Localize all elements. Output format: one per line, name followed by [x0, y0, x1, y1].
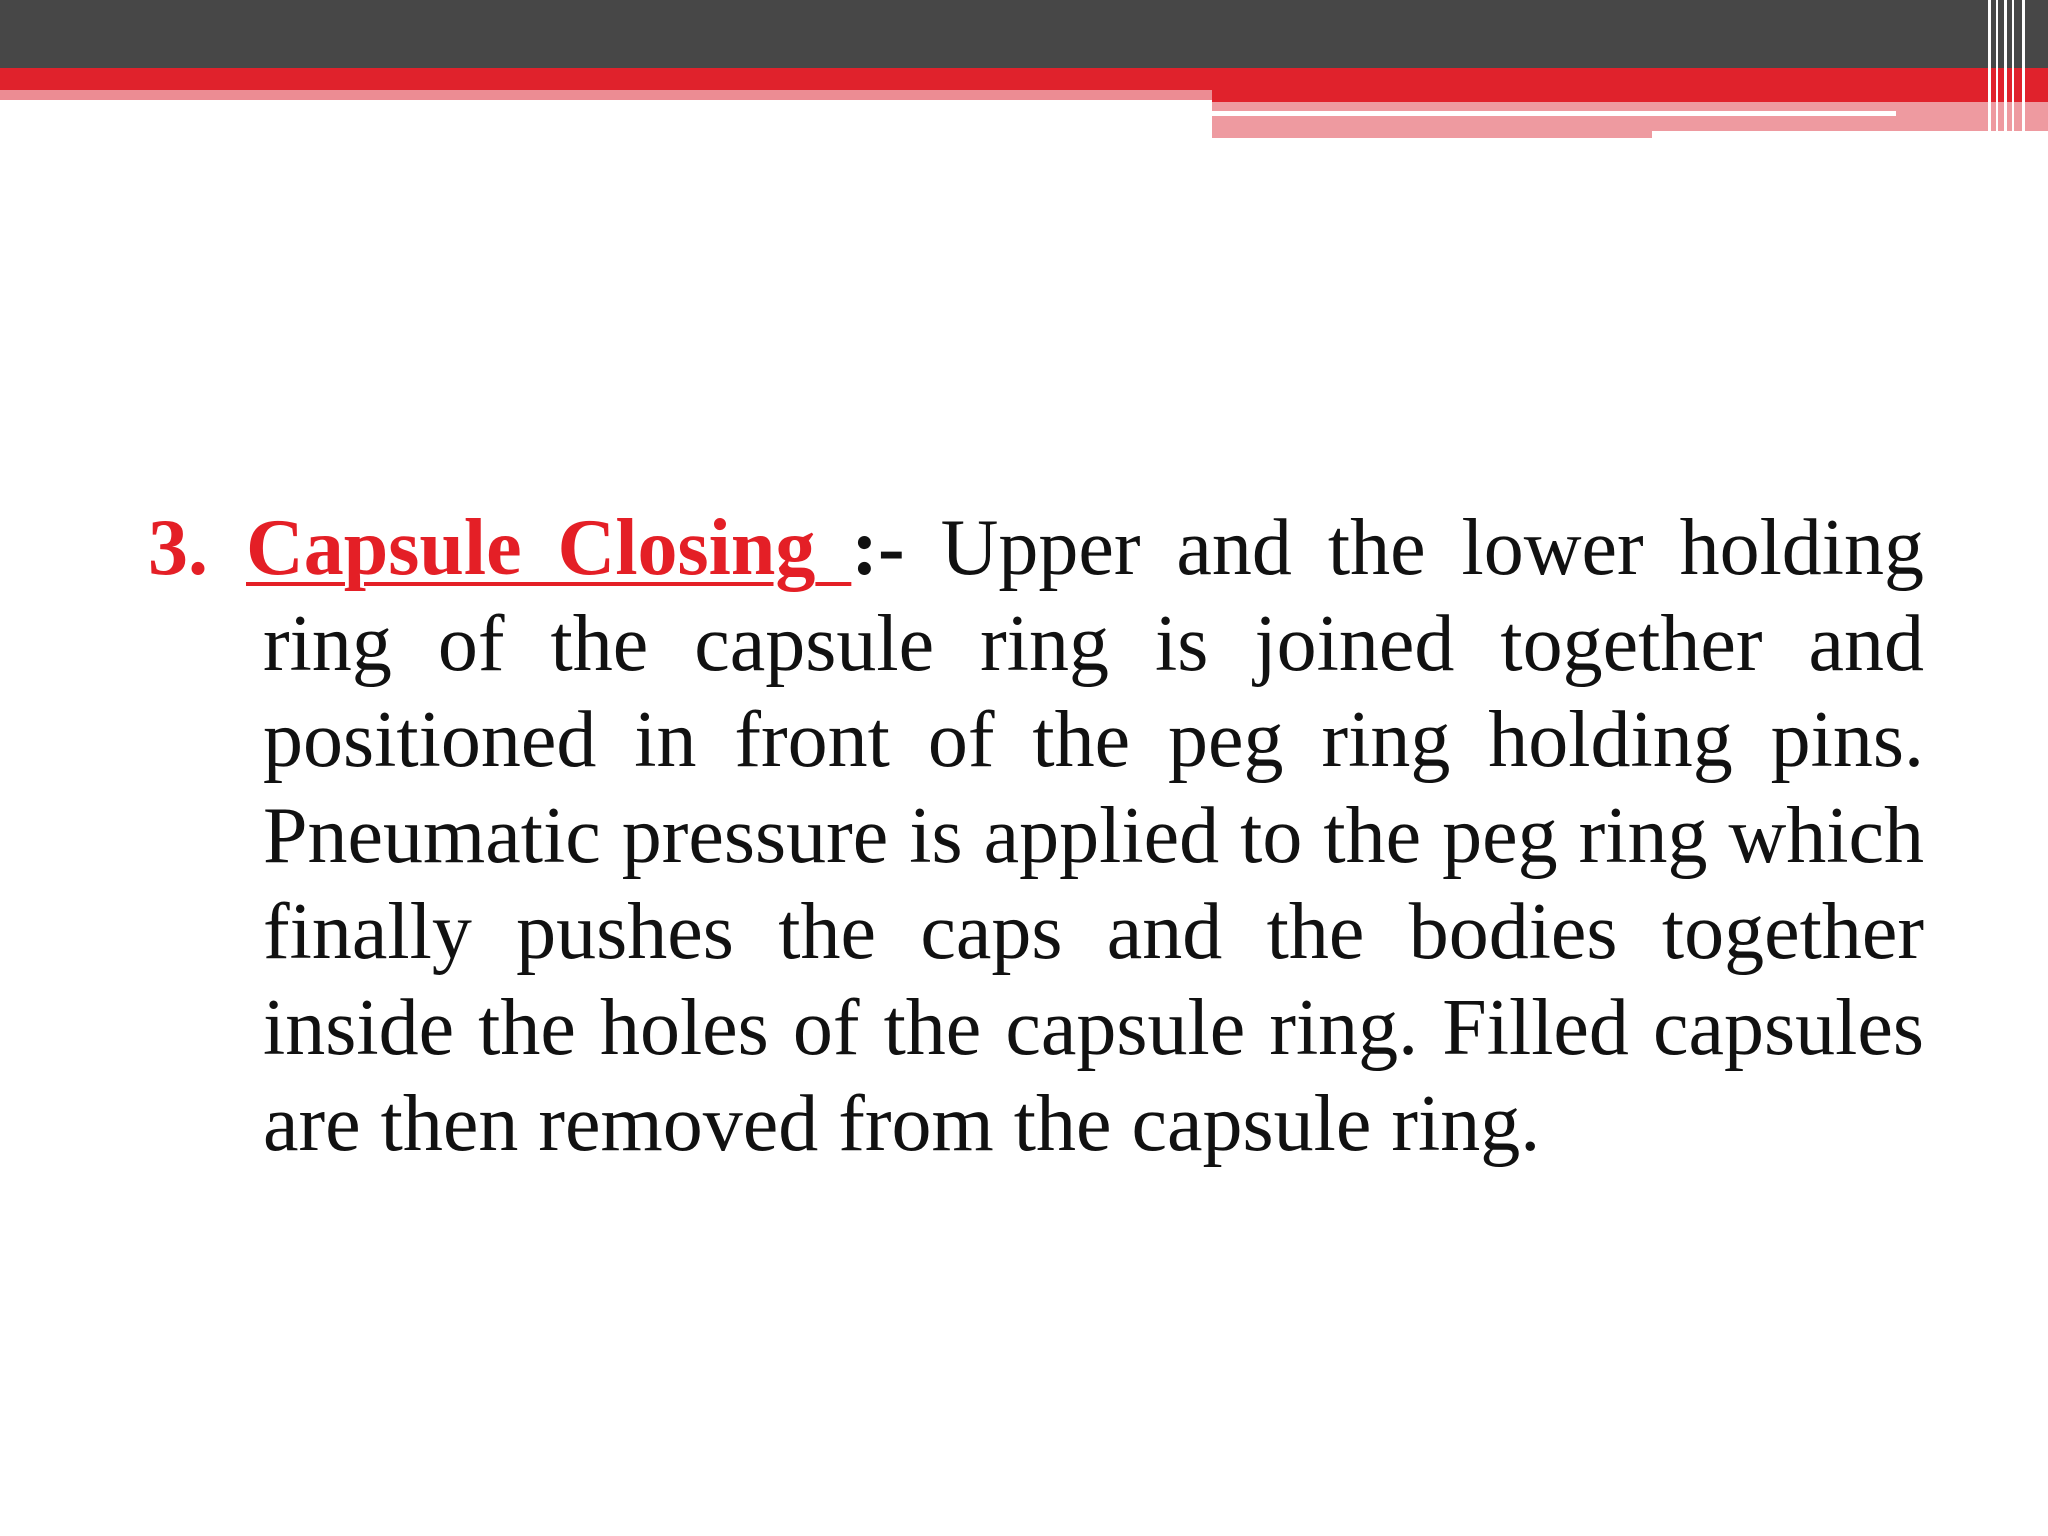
- header-step-line: [1212, 111, 1896, 116]
- header-vertical-line: [1996, 0, 1998, 138]
- header-vertical-line: [2012, 0, 2014, 138]
- item-number: 3.: [148, 504, 208, 592]
- header-red-bar: [0, 68, 2048, 90]
- header-step-red: [1212, 90, 2048, 102]
- section-heading: Capsule Closing: [246, 504, 816, 592]
- header-vertical-line: [2022, 0, 2025, 138]
- slide-content: [148, 500, 1924, 1172]
- header-dark-bar: [0, 0, 2048, 68]
- header-vertical-line: [2004, 0, 2007, 138]
- header-vertical-line: [1988, 0, 1991, 138]
- paragraph-body: Upper and the lower holding ring of the capsule ring is joined together and positioned in front of the peg ring holding pins. Pneumatic pressure is applied to the peg ring which finally pushes the caps and the bodies together inside the holes of the capsule ring. Filled capsules are then removed from the capsule ring.: [263, 504, 1925, 1168]
- header-pink-bar: [0, 90, 1212, 100]
- heading-separator: :-: [851, 504, 905, 592]
- heading-underline-pad: [815, 504, 851, 592]
- numbered-paragraph: [148, 500, 1924, 1172]
